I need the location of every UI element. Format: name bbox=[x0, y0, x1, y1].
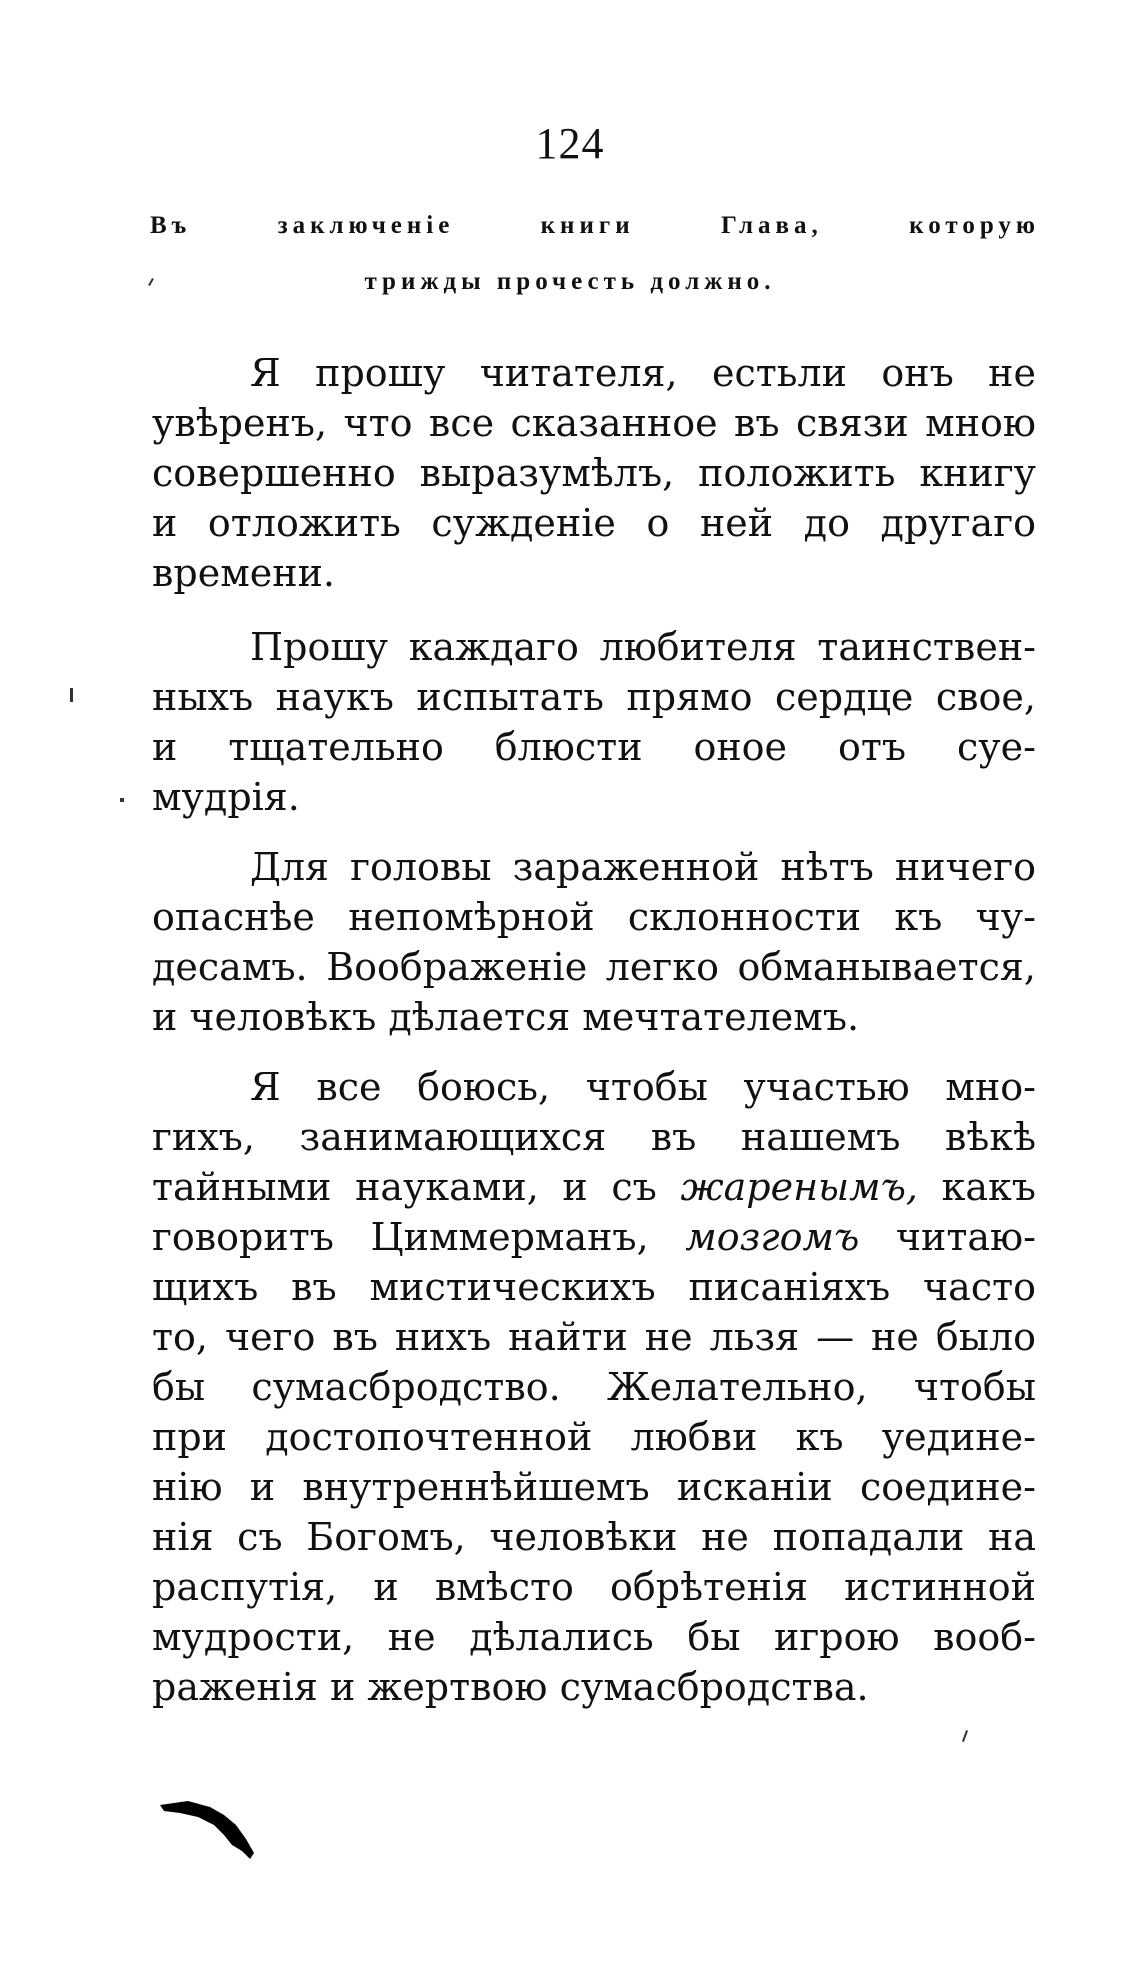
scan-speck bbox=[962, 1730, 968, 1742]
paragraph-2-line: Прошу каждаго любителя таинствен- bbox=[250, 625, 1036, 669]
paragraph-4-line: при достопочтенной любви къ уедине- bbox=[152, 1415, 1036, 1459]
paragraph-1-line: времени. bbox=[152, 551, 335, 595]
paragraph-4-line: нію и внутреннѣйшемъ исканіи соедине- bbox=[152, 1465, 1036, 1509]
scan-speck bbox=[70, 688, 73, 702]
line-segment: тайными науками, и съ bbox=[152, 1165, 657, 1209]
paragraph-4-line: мудрости, не дѣлались бы игрою вооб- bbox=[152, 1615, 1036, 1659]
paragraph-3-line: опаснѣе непомѣрной склонности къ чу- bbox=[152, 895, 1036, 939]
paragraph-2-line: мудрія. bbox=[152, 775, 300, 819]
paragraph-4-line: раженія и жертвою сумасбродства. bbox=[152, 1665, 869, 1709]
line-segment: какъ bbox=[941, 1165, 1036, 1209]
paragraph-2-line: ныхъ наукъ испытать прямо сердце свое, bbox=[152, 675, 1036, 719]
page-number: 124 bbox=[535, 119, 605, 168]
italic-word: мозгомъ bbox=[685, 1215, 860, 1259]
chapter-heading-line-2: трижды прочесть должно. bbox=[364, 268, 776, 295]
paragraph-1-line: совершенно выразумѣлъ, положить книгу bbox=[152, 451, 1036, 495]
line-segment: говоритъ Циммерманъ, bbox=[152, 1215, 649, 1259]
paragraph-4-line: бы сумасбродство. Желательно, чтобы bbox=[152, 1365, 1036, 1409]
paragraph-4-line: гихъ, занимающихся въ нашемъ вѣкѣ bbox=[152, 1115, 1036, 1159]
line-segment: читаю- bbox=[895, 1215, 1036, 1259]
paragraph-4-line: то, чего въ нихъ найти не льзя — не было bbox=[152, 1315, 1036, 1359]
ink-blot-mark bbox=[158, 1795, 278, 1865]
paragraph-1-line: и отложить сужденіе о ней до другаго bbox=[152, 501, 1036, 545]
paragraph-4-line: распутія, и вмѣсто обрѣтенія истинной bbox=[152, 1565, 1036, 1609]
paragraph-1-line: увѣренъ, что все сказанное въ связи мною bbox=[152, 401, 1036, 445]
italic-word: жаренымъ, bbox=[680, 1165, 919, 1209]
chapter-heading-line-1: Въ заключеніе книги Глава, которую bbox=[150, 212, 1040, 239]
paragraph-3-line: Для головы зараженной нѣтъ ничего bbox=[250, 845, 1036, 889]
paragraph-3-line: и человѣкъ дѣлается мечтателемъ. bbox=[152, 995, 860, 1039]
paragraph-1-line: Я прошу читателя, естьли онъ не bbox=[250, 351, 1036, 395]
paragraph-4-line bbox=[152, 1212, 1036, 1262]
paragraph-2-line: и тщательно блюсти оное отъ суе- bbox=[152, 725, 1036, 769]
paragraph-4-line: нія съ Богомъ, человѣки не попадали на bbox=[152, 1515, 1036, 1559]
scan-speck bbox=[148, 278, 154, 286]
scan-speck bbox=[120, 798, 124, 802]
paragraph-4-line: Я все боюсь, чтобы участью мно- bbox=[250, 1065, 1036, 1109]
paragraph-4-line bbox=[152, 1162, 1036, 1212]
paragraph-4-line: щихъ въ мистическихъ писаніяхъ часто bbox=[152, 1265, 1036, 1309]
paragraph-3-line: десамъ. Воображеніе легко обманывается, bbox=[152, 945, 1036, 989]
